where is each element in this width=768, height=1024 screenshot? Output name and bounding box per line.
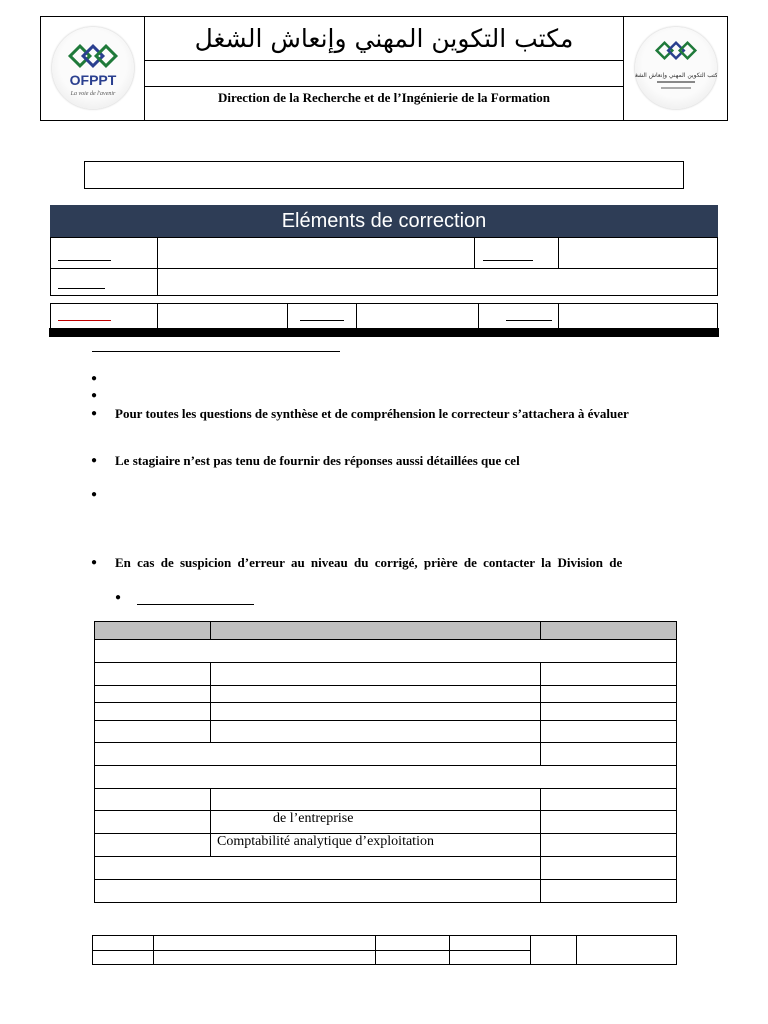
footer-cell [92, 935, 154, 951]
table-header-cell [94, 621, 211, 640]
table-cell [540, 662, 677, 686]
bullet-icon: ● [91, 489, 98, 500]
ofppt-logo-icon [635, 27, 717, 109]
table-cell [94, 685, 211, 703]
info-value-cell [558, 303, 718, 329]
table-cell [540, 702, 677, 721]
table-section-row [94, 639, 677, 663]
table-header-cell [210, 621, 541, 640]
svg-text:مكتب التكوين المهني وإنعاش الش: مكتب التكوين المهني وإنعاش الشغل [635, 72, 717, 79]
info-value-cell [157, 237, 475, 269]
info-value-cell [558, 237, 718, 269]
table-cell [210, 662, 541, 686]
footer-cell [153, 950, 376, 965]
table-cell [540, 833, 677, 857]
footer-cell [449, 950, 531, 965]
info-value-cell [157, 268, 718, 296]
separator-bar [49, 328, 719, 337]
bullet-icon: ● [91, 373, 98, 384]
table-cell-text: Comptabilité analytique d’exploitation [217, 834, 434, 849]
svg-text:La voie de l'avenir: La voie de l'avenir [70, 91, 116, 97]
table-total-cell [94, 879, 541, 903]
table-cell [94, 788, 211, 811]
footer-cell [375, 935, 450, 951]
table-cell [94, 833, 211, 857]
instruction-item: En cas de suspicion d’erreur au niveau du corrigé, prière de contacter la Division de [115, 555, 623, 570]
table-cell [210, 810, 541, 834]
bullet-icon: ● [91, 408, 98, 419]
table-cell [94, 702, 211, 721]
bullet-icon: ● [91, 390, 98, 401]
info-value-cell [157, 303, 288, 329]
bullet-icon: ● [91, 557, 98, 568]
table-cell [94, 720, 211, 743]
footer-cell [530, 935, 577, 965]
bullet-icon: ● [115, 592, 122, 603]
info-label-cell [287, 303, 357, 329]
header-empty-row [145, 61, 623, 87]
footer-cell [576, 935, 677, 965]
table-cell [540, 685, 677, 703]
info-label-cell [474, 237, 559, 269]
table-cell [540, 720, 677, 743]
correction-banner: Eléments de correction [50, 205, 718, 238]
ofppt-logo-icon [52, 27, 134, 109]
document-header [40, 16, 728, 121]
table-cell [210, 788, 541, 811]
info-value-cell [356, 303, 479, 329]
table-section-row [94, 765, 677, 789]
ofppt-logo-right [623, 17, 727, 120]
logo-circle-left [52, 27, 134, 109]
info-label-cell [478, 303, 559, 329]
module-title-box [84, 161, 684, 189]
instruction-item: Pour toutes les questions de synthèse et de compréhension le correcteur s’attachera à évaluer [115, 406, 629, 421]
instruction-item: Le stagiaire n’est pas tenu de fournir des réponses aussi détaillées que cel [115, 453, 520, 468]
table-cell [540, 788, 677, 811]
table-cell [210, 720, 541, 743]
logo-circle-right [635, 27, 717, 109]
footer-cell [375, 950, 450, 965]
info-label-cell [50, 237, 158, 269]
table-cell [540, 879, 677, 903]
table-cell-text: de l’entreprise [273, 811, 354, 826]
header-center [145, 17, 623, 120]
table-header-cell [540, 621, 677, 640]
table-cell [210, 685, 541, 703]
table-subtotal-cell [94, 742, 541, 766]
table-subtotal-cell [94, 856, 541, 880]
footer-cell [449, 935, 531, 951]
table-cell [94, 810, 211, 834]
table-cell [540, 742, 677, 766]
section-heading-underline [92, 351, 340, 352]
footer-cell [153, 935, 376, 951]
info-label-cell [50, 268, 158, 296]
table-cell [210, 833, 541, 857]
footer-cell [92, 950, 154, 965]
ofppt-logo-left [41, 17, 145, 120]
bullet-icon: ● [91, 455, 98, 466]
subheading-underline [137, 604, 254, 605]
table-cell [94, 662, 211, 686]
table-cell [540, 810, 677, 834]
table-cell [210, 702, 541, 721]
svg-text:OFPPT: OFPPT [69, 72, 117, 88]
direction-title: Direction de la Recherche et de l’Ingénierie de la Formation [217, 90, 551, 105]
arabic-title: مكتب التكوين المهني وإنعاش الشغل [145, 17, 623, 61]
info-label-cell [50, 303, 158, 329]
table-cell [540, 856, 677, 880]
